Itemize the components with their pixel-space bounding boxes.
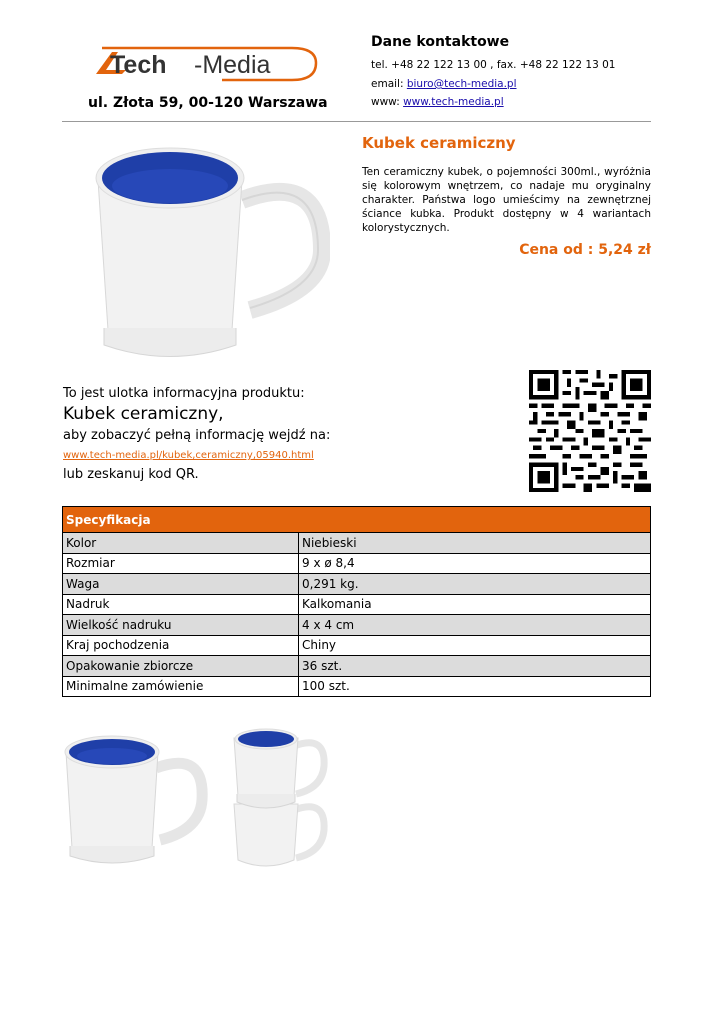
logo-text-bold: Tech <box>110 51 167 79</box>
spec-value: Niebieski <box>299 533 651 554</box>
product-description: Ten ceramiczny kubek, o pojemności 300ml., wyróżnia się kolorowym wnętrzem, co nadaje mu oryginalny charakter. Państwa logo umieścimy na zewnętrznej ściance kubka. Produkt dostępny w 4 wariantach kolorystycznych. <box>362 166 651 234</box>
spec-label: Rozmiar <box>63 553 299 574</box>
spec-label: Opakowanie zbiorcze <box>63 656 299 677</box>
spec-label: Kraj pochodzenia <box>63 635 299 656</box>
info-qr-text: lub zeskanuj kod QR. <box>63 467 199 482</box>
company-logo <box>92 40 318 86</box>
product-title: Kubek ceramiczny <box>362 134 516 152</box>
logo-text-light: -Media <box>194 51 271 79</box>
www-label: www: <box>371 96 404 108</box>
product-image-mugs-stacked <box>226 726 330 872</box>
info-intro: To jest ulotka informacyjna produktu: <box>63 386 305 401</box>
table-row <box>63 656 651 677</box>
spec-value: Chiny <box>299 635 651 656</box>
spec-label: Waga <box>63 574 299 595</box>
spec-value: 100 szt. <box>299 676 651 697</box>
qr-code[interactable] <box>528 370 652 492</box>
table-row <box>63 574 651 595</box>
table-row <box>63 533 651 554</box>
info-visit-text: aby zobaczyć pełną informację wejdź na: <box>63 428 331 443</box>
header-divider <box>62 121 651 122</box>
info-product-name: Kubek ceramiczny, <box>63 404 224 424</box>
www-line <box>371 96 504 108</box>
product-price: Cena od : 5,24 zł <box>519 242 651 258</box>
table-row <box>63 635 651 656</box>
spec-label: Minimalne zamówienie <box>63 676 299 697</box>
contact-title: Dane kontaktowe <box>371 34 510 50</box>
spec-label: Nadruk <box>63 594 299 615</box>
table-row <box>63 594 651 615</box>
table-row <box>63 553 651 574</box>
spec-value: 4 x 4 cm <box>299 615 651 636</box>
table-row <box>63 615 651 636</box>
spec-table <box>62 506 651 697</box>
email-label: email: <box>371 78 407 90</box>
product-image-mug <box>90 140 330 365</box>
spec-table-header: Specyfikacja <box>63 507 651 533</box>
phone-fax-line: tel. +48 22 122 13 00 , fax. +48 22 122 13 01 <box>371 59 616 71</box>
product-image-mug-side <box>60 730 210 866</box>
company-address: ul. Złota 59, 00-120 Warszawa <box>88 95 328 111</box>
spec-value: 9 x ø 8,4 <box>299 553 651 574</box>
spec-value: Kalkomania <box>299 594 651 615</box>
email-link[interactable]: biuro@tech-media.pl <box>406 78 517 90</box>
email-line <box>371 78 517 90</box>
spec-value: 36 szt. <box>299 656 651 677</box>
table-row <box>63 676 651 697</box>
product-page-link[interactable]: www.tech-media.pl/kubek,ceramiczny,05940.html <box>63 450 314 461</box>
spec-value: 0,291 kg. <box>299 574 651 595</box>
spec-label: Kolor <box>63 533 299 554</box>
spec-label: Wielkość nadruku <box>63 615 299 636</box>
www-link[interactable]: www.tech-media.pl <box>403 96 504 108</box>
